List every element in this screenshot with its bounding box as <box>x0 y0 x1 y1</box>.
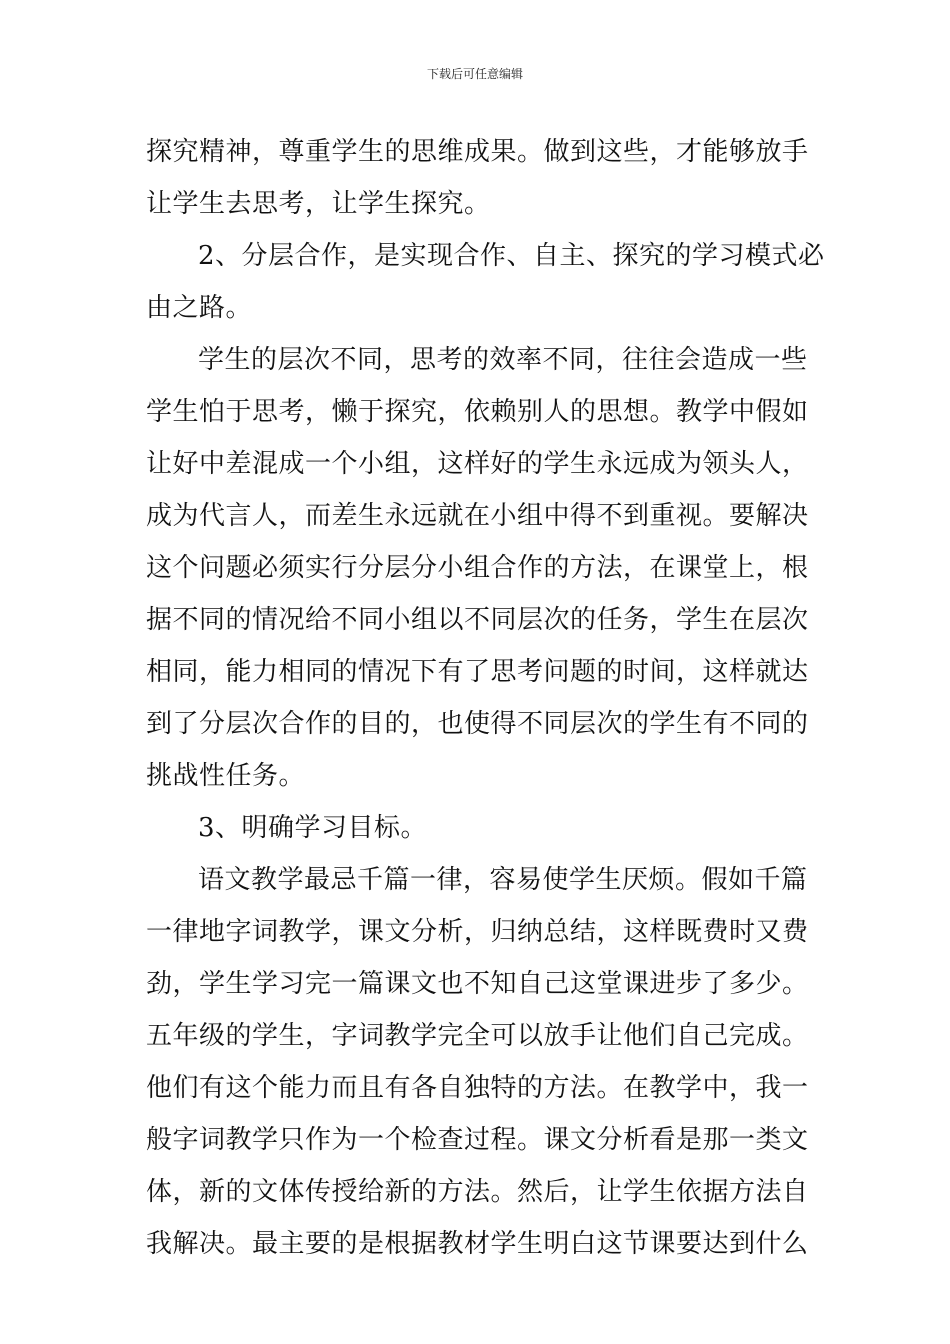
paragraph-start: 学生的层次不同，思考的效率不同，往往会造成一些 <box>198 345 808 375</box>
paragraph-start: 语文教学最忌千篇一律，容易使学生厌烦。假如千篇 <box>198 865 808 895</box>
text-line: 这个问题必须实行分层分小组合作的方法，在课堂上，根 <box>146 553 809 583</box>
section-heading-3: 3、明确学习目标。 <box>198 813 428 843</box>
text-line: 他们有这个能力而且有各自独特的方法。在教学中，我一 <box>146 1073 809 1103</box>
text-line: 由之路。 <box>146 293 253 323</box>
text-line: 五年级的学生，字词教学完全可以放手让他们自己完成。 <box>146 1021 809 1051</box>
text-line: 学生怕于思考，懒于探究，依赖别人的思想。教学中假如 <box>146 397 809 427</box>
text-line: 相同，能力相同的情况下有了思考问题的时间，这样就达 <box>146 657 809 687</box>
document-body <box>146 126 825 1270</box>
text-line: 成为代言人，而差生永远就在小组中得不到重视。要解决 <box>146 501 809 531</box>
text-line: 让好中差混成一个小组，这样好的学生永远成为领头人， <box>146 449 809 479</box>
text-line: 一律地字词教学，课文分析，归纳总结，这样既费时又费 <box>146 917 809 947</box>
text-line: 让学生去思考，让学生探究。 <box>146 189 491 219</box>
text-line: 探究精神，尊重学生的思维成果。做到这些，才能够放手 <box>146 137 809 167</box>
page-header: 下载后可任意编辑 <box>426 67 523 81</box>
text-line: 到了分层次合作的目的，也使得不同层次的学生有不同的 <box>146 709 809 739</box>
text-line: 据不同的情况给不同小组以不同层次的任务，学生在层次 <box>146 605 809 635</box>
text-line: 劲，学生学习完一篇课文也不知自己这堂课进步了多少。 <box>146 969 809 999</box>
text-line: 挑战性任务。 <box>146 761 306 791</box>
text-line: 体，新的文体传授给新的方法。然后，让学生依据方法自 <box>146 1177 809 1207</box>
text-line: 我解决。最主要的是根据教材学生明白这节课要达到什么 <box>146 1229 809 1259</box>
section-heading-2: 2、分层合作，是实现合作、自主、探究的学习模式必 <box>198 241 825 271</box>
text-line: 般字词教学只作为一个检查过程。课文分析看是那一类文 <box>146 1125 809 1155</box>
